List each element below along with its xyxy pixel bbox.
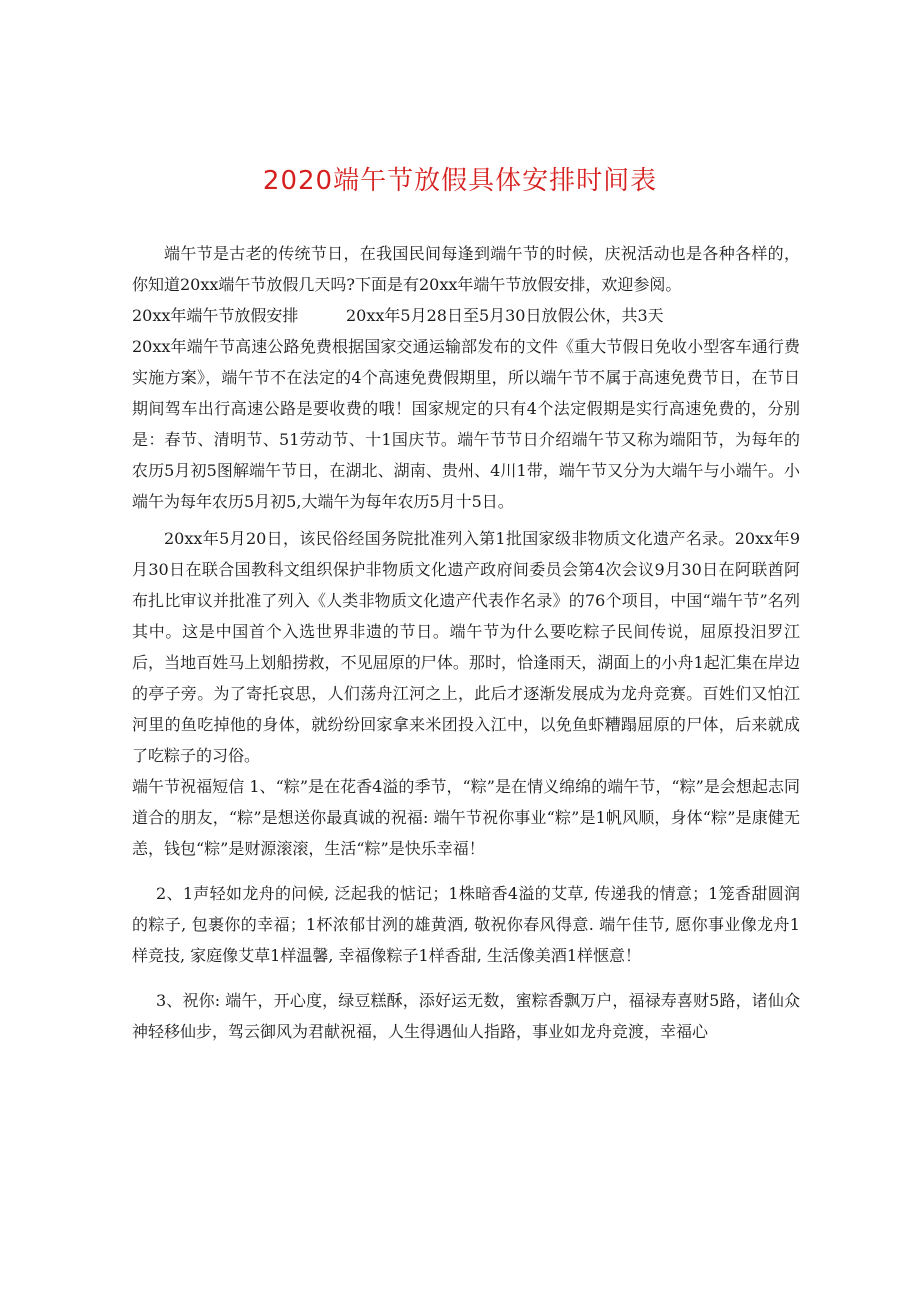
highway-paragraph: 20xx年端午节高速公路免费根据国家交通运输部发布的文件《重大节假日免收小型客车通行费实施方案》，端午节不在法定的4个高速免费假期里，所以端午节不属于高速免费节日，在节日期间驾车出行高速公路是要收费的哦！国家规定的只有4个法定假期是实行高速免费的，分别是：春节、清明节、51劳动节、十1国庆节。端午节节日介绍端午节又称为端阳节，为每年的农历5月初5图解端午节日，在湖北、湖南、贵州、4川1带，端午节又分为大端午与小端午。小端午为每年农历5月初5,大端午为每年农历5月十5日。 (132, 337, 800, 511)
wish-paragraph-3: 3、祝你: 端午，开心度，绿豆糕酥，添好运无数，蜜粽香飘万户，福禄寿喜财5路，诸仙众神轻移仙步，驾云御风为君献祝福，人生得遇仙人指路，事业如龙舟竞渡，幸福心 (132, 991, 800, 1041)
document-title: 2020端午节放假具体安排时间表 (262, 166, 658, 196)
intro-paragraph: 端午节是古老的传统节日，在我国民间每逢到端午节的时候，庆祝活动也是各种各样的，你知道20xx端午节放假几天吗?下面是有20xx年端午节放假安排，欢迎参阅。 (132, 244, 800, 294)
heritage-paragraph: 20xx年5月20日，该民俗经国务院批准列入第1批国家级非物质文化遗产名录。20xx年9月30日在联合国教科文组织保护非物质文化遗产政府间委员会第4次会议9月30日在阿联酋阿布扎比审议并批准了列入《人类非物质文化遗产代表作名录》的76个项目，中国“端午节”名列其中。这是中国首个入选世界非遗的节日。端午节为什么要吃粽子民间传说，屈原投汨罗江后，当地百姓马上划船捞救，不见屈原的尸体。那时，恰逢雨天，湖面上的小舟1起汇集在岸边的亭子旁。为了寄托哀思，人们荡舟江河之上，此后才逐渐发展成为龙舟竞赛。百姓们又怕江河里的鱼吃掉他的身体，就纷纷回家拿来米团投入江中，以免鱼虾糟蹋屈原的尸体，后来就成了吃粽子的习俗。 (132, 529, 800, 765)
wish-paragraph-1: 端午节祝福短信 1、“粽”是在花香4溢的季节，“粽”是在情义绵绵的端午节，“粽”是会想起志同道合的朋友，“粽”是想送你最真诚的祝福: 端午节祝你事业“粽”是1帆风顺，身体“粽”是康健无恙，钱包“粽”是财源滚滚，生活“粽”是快乐幸福！ (132, 777, 800, 858)
schedule-value: 20xx年5月28日至5月30日放假公休，共3天 (346, 306, 664, 325)
schedule-line (132, 300, 800, 331)
wish-paragraph-2: 2、1声轻如龙舟的问候, 泛起我的惦记；1株暗香4溢的艾草, 传递我的情意；1笼香甜圆润的粽子, 包裹你的幸福；1杯浓郁甘洌的雄黄酒, 敬祝你春风得意. 端午佳节, 愿你事业像龙舟1样竞技, 家庭像艾草1样温馨, 幸福像粽子1样香甜, 生活像美酒1样惬意！ (132, 884, 800, 965)
schedule-label: 20xx年端午节放假安排 (132, 306, 299, 325)
document-body (132, 238, 800, 1047)
